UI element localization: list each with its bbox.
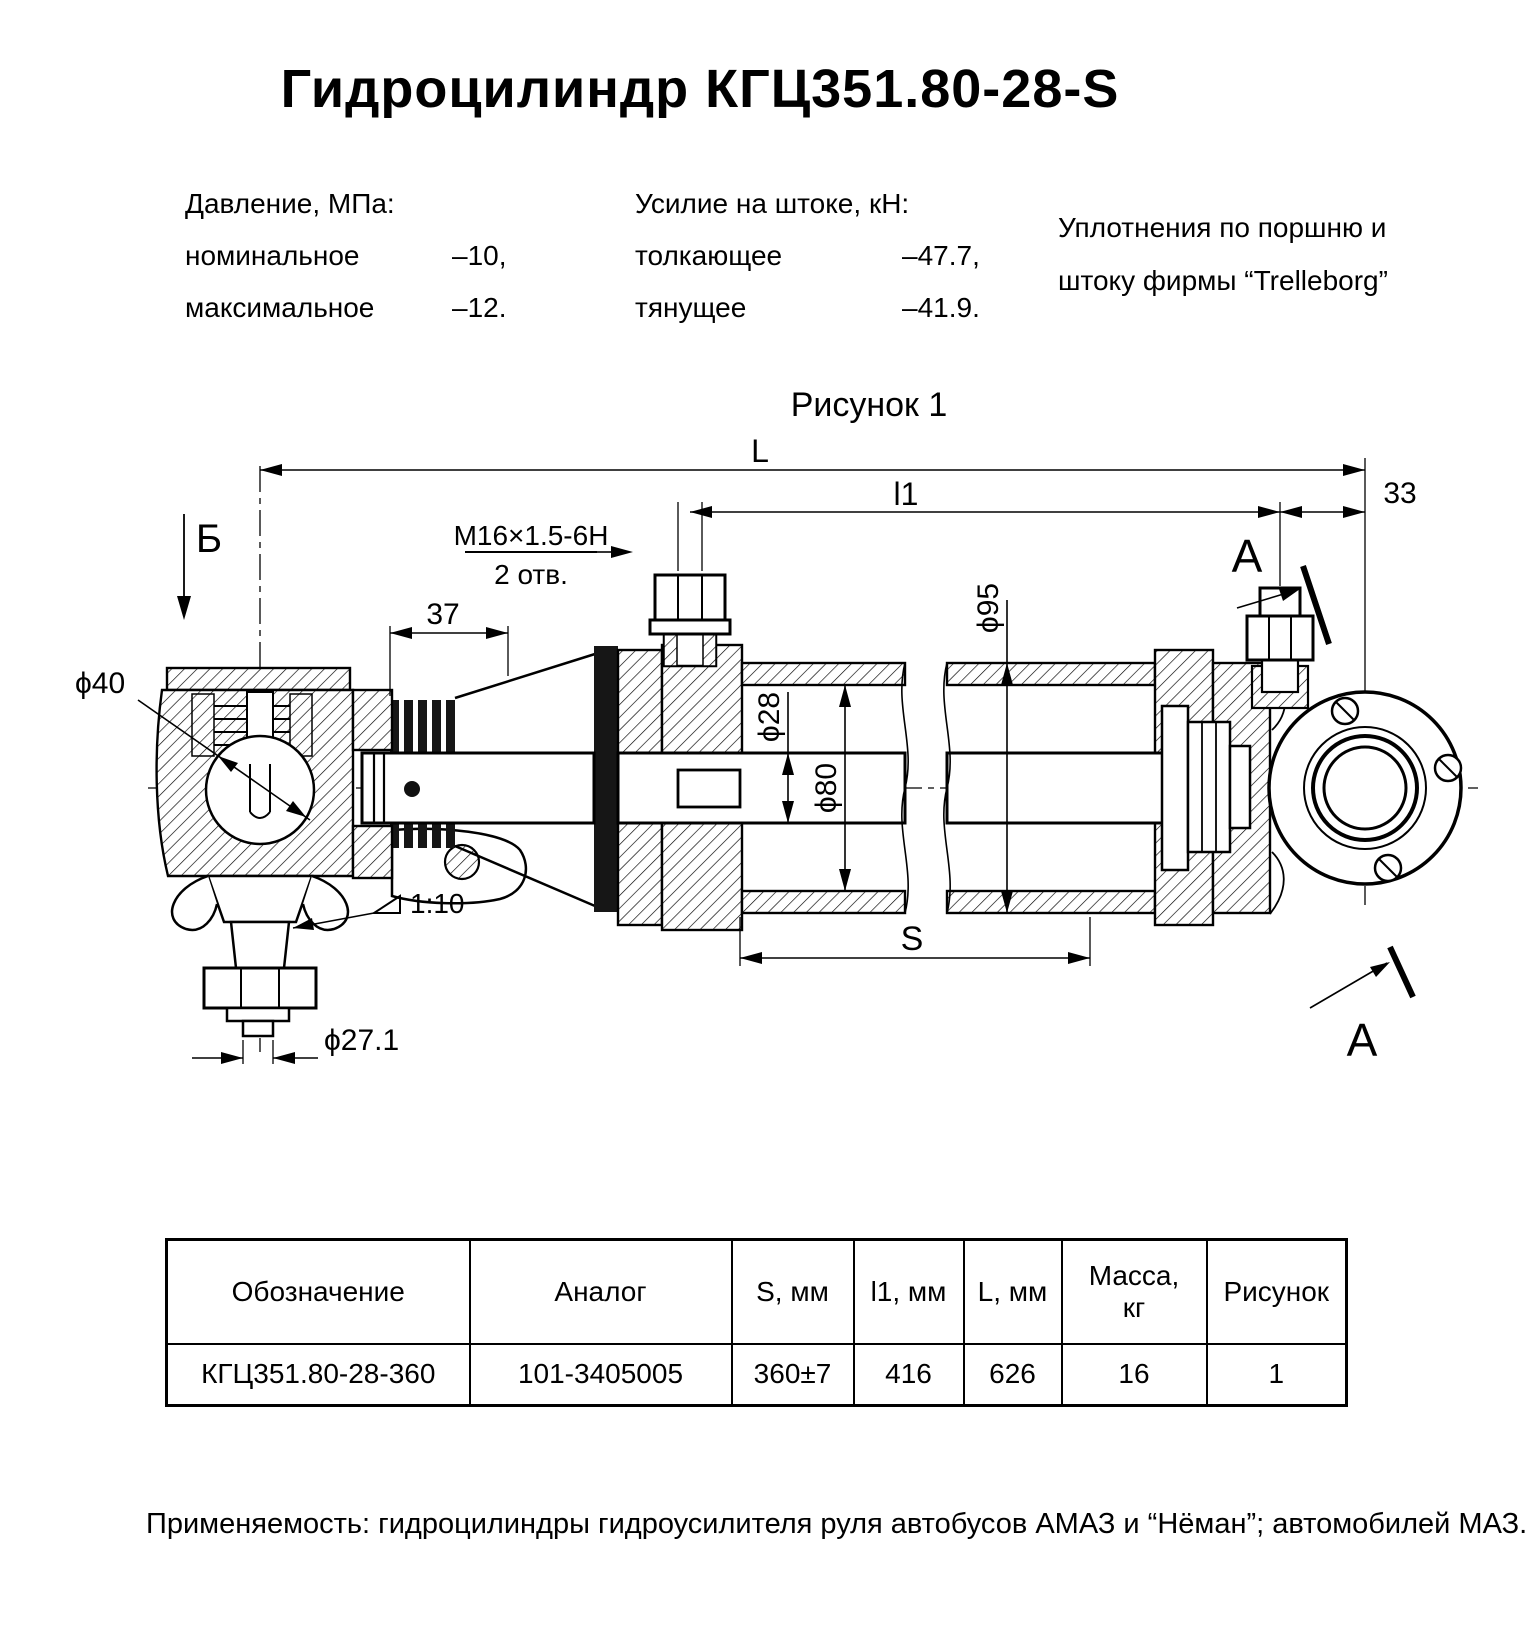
col-designation: Обозначение [167,1240,470,1344]
section-a-top-label: А [1231,530,1263,582]
dim-dia28-label: ϕ28 [753,691,786,743]
cell-analog: 101-3405005 [470,1344,732,1406]
taper-label: 1:10 [410,888,465,919]
rod-flat [678,770,740,807]
cell-l1: 416 [854,1344,964,1406]
dim-dia95-label: ϕ95 [972,582,1005,634]
col-l: L, мм [964,1240,1062,1344]
col-analog: Аналог [470,1240,732,1344]
dim-37-label: 37 [426,598,460,631]
dim-33-label: 33 [1383,477,1417,510]
dim-S [740,917,1090,966]
seals-note-line1: Уплотнения по поршню и [1058,212,1387,243]
pressure-row-value: –10, [452,240,507,271]
dim-dia40-label: ϕ40 [75,667,126,700]
section-a-bottom-label: А [1346,1014,1378,1066]
thread-callout [454,520,633,590]
pressure-row-label: номинальное [185,240,360,271]
dim-37 [390,598,508,696]
col-mass-line1: Масса, [1088,1259,1180,1291]
cell-l: 626 [964,1344,1062,1406]
col-mass [1062,1240,1207,1344]
dim-dia80-label: ϕ80 [810,762,843,814]
ball-pivot [206,736,314,844]
cell-figure: 1 [1207,1344,1347,1406]
page-title: Гидроцилиндр КГЦ351.80-28-S [280,59,1120,119]
applicability-note: Применяемость: гидроцилиндры гидроусилителя руля автобусов АМАЗ и “Нёман”; автомобилей МАЗ. [146,1508,1528,1540]
pressure-header: Давление, МПа: [185,188,395,219]
figure-caption: Рисунок 1 [790,386,948,424]
boot [208,876,312,922]
dim-L [260,433,1365,476]
dim-L-label: L [751,433,769,469]
dim-dia27 [192,1024,399,1064]
thread-holes-label: 2 отв. [494,559,568,590]
housing-cap [167,668,350,690]
force-row-label: тянущее [635,292,747,323]
table-row [167,1344,1347,1406]
port-fitting-right [1247,588,1313,708]
dim-dia80 [810,685,851,891]
force-row-value: –47.7, [902,240,980,271]
view-b-marker [177,514,222,620]
cell-mass: 16 [1062,1344,1207,1406]
parameters-table [165,1238,1348,1407]
dim-l1-label: l1 [893,476,919,512]
col-mass-line2: кг [1122,1291,1146,1323]
grease-fitting [404,781,420,797]
col-figure: Рисунок [1207,1240,1347,1344]
dim-dia95 [972,583,1013,913]
force-header: Усилие на штоке, кН: [635,188,910,219]
dim-S-label: S [900,920,924,958]
cell-s: 360±7 [732,1344,854,1406]
seals-note-line2: штоку фирмы “Trelleborg” [1058,265,1388,296]
ball-joint-housing [157,668,392,1036]
dim-l1 [690,476,1280,518]
stud-nut [204,968,316,1008]
force-row-label: толкающее [635,240,783,271]
col-l1: l1, мм [854,1240,964,1344]
piston-rod [362,753,1170,823]
boot-collar [594,646,618,912]
pressure-row-label: максимальное [185,292,375,323]
tapered-stud [231,922,289,968]
force-row-value: –41.9. [902,292,980,323]
section-a-bottom [1310,947,1413,1066]
col-s: S, мм [732,1240,854,1344]
view-b-label: Б [195,517,223,561]
dim-dia27-label: ϕ27.1 [324,1024,400,1057]
technical-drawing [0,380,1537,1080]
pressure-row-value: –12. [452,292,507,323]
cell-designation: КГЦ351.80-28-360 [167,1344,470,1406]
thread-label: M16×1.5-6H [453,520,609,551]
table-header-row [167,1240,1347,1344]
